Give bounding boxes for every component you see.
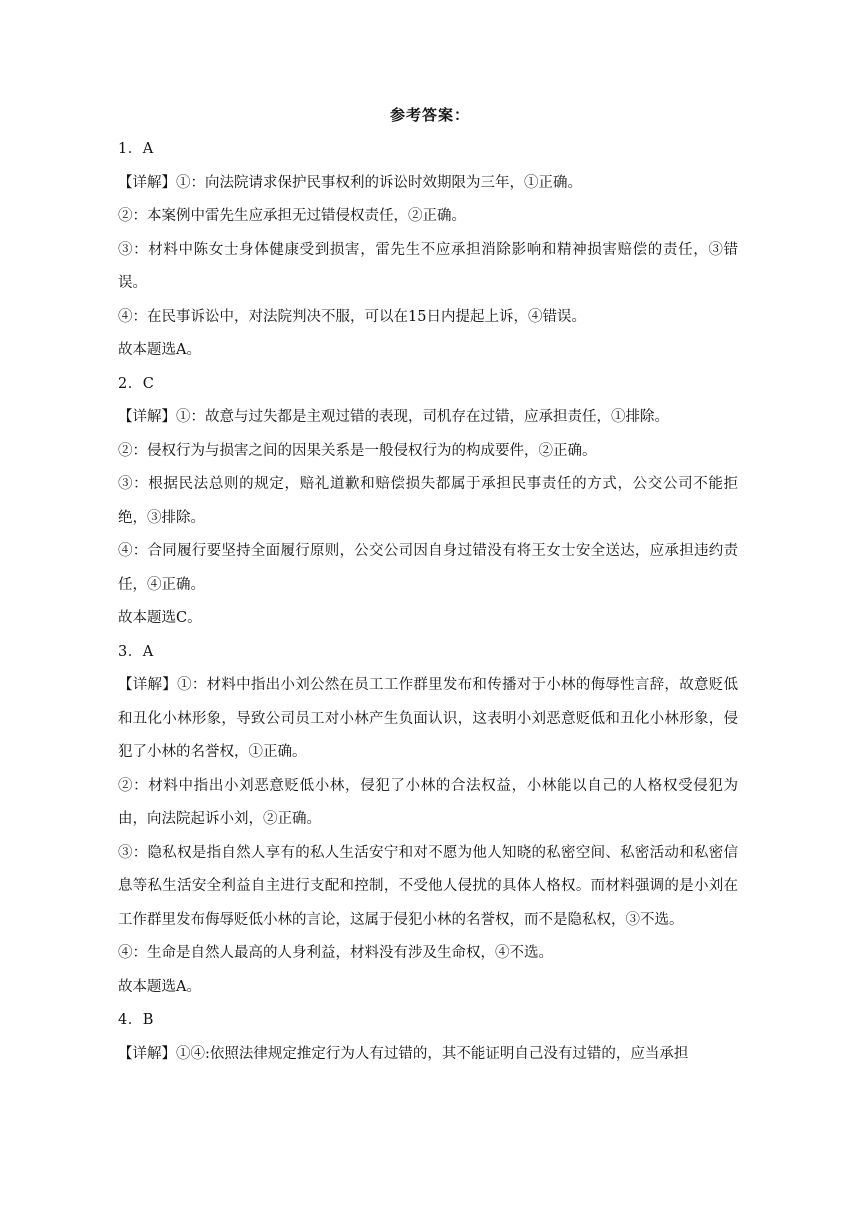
explanation-line: ③：隐私权是指自然人享有的私人生活安宁和对不愿为他人知晓的私密空间、私密活动和私密信息等私生活安全利益自主进行支配和控制，不受他人侵扰的具体人格权。而材料强调的是小刘在工作群里发布侮辱贬低小林的言论，这属于侵犯小林的名誉权，而不是隐私权，③不选。	[118, 844, 738, 928]
conclusion-line: 故本题选C。	[118, 610, 202, 626]
explanation-line: ②：侵权行为与损害之间的因果关系是一般侵权行为的构成要件，②正确。	[118, 442, 597, 459]
answer-number: 2．C	[118, 375, 155, 392]
explanation-line: 【详解】①④:依照法律规定推定行为人有过错的，其不能证明自己没有过错的，应当承担	[118, 1045, 689, 1062]
explanation-line: ②：材料中指出小刘恶意贬低小林，侵犯了小林的合法权益，小林能以自己的人格权受侵犯为由，向法院起诉小刘，②正确。	[118, 777, 738, 827]
explanation-line: 【详解】①：故意与过失都是主观过错的表现，司机存在过错，应承担责任，①排除。	[118, 409, 669, 425]
explanation-line: ③：根据民法总则的规定，赔礼道歉和赔偿损失都属于承担民事责任的方式，公交公司不能拒绝，③排除。	[118, 476, 738, 526]
explanation-line: ④：在民事诉讼中，对法院判决不服，可以在15日内提起上诉，④错误。	[118, 308, 586, 325]
page-title: 参考答案：	[389, 106, 470, 124]
explanation-line: ③：材料中陈女士身体健康受到损害，雷先生不应承担消除影响和精神损害赔偿的责任，③错误。	[118, 241, 738, 291]
explanation-line: ④：生命是自然人最高的人身利益，材料没有涉及生命权，④不选。	[118, 945, 553, 961]
explanation-line: 【详解】①：向法院请求保护民事权利的诉讼时效期限为三年，①正确。	[118, 174, 582, 191]
explanation-line: ②：本案例中雷先生应承担无过错侵权责任，②正确。	[118, 208, 466, 224]
answer-number: 4．B	[118, 1012, 154, 1028]
answer-content	[118, 133, 738, 1071]
answer-number: 1．A	[118, 141, 154, 157]
explanation-line: 【详解】①：材料中指出小刘公然在员工工作群里发布和传播对于小林的侮辱性言辞，故意贬低和丑化小林形象，导致公司员工对小林产生负面认识，这表明小刘恶意贬低和丑化小林形象，侵犯了小林的名誉权，①正确。	[118, 677, 738, 760]
answer-number: 3．A	[118, 643, 154, 660]
conclusion-line: 故本题选A。	[118, 342, 201, 358]
conclusion-line: 故本题选A。	[118, 978, 201, 995]
explanation-line: ④：合同履行要坚持全面履行原则，公交公司因自身过错没有将王女士安全送达，应承担违约责任，④正确。	[118, 543, 738, 593]
